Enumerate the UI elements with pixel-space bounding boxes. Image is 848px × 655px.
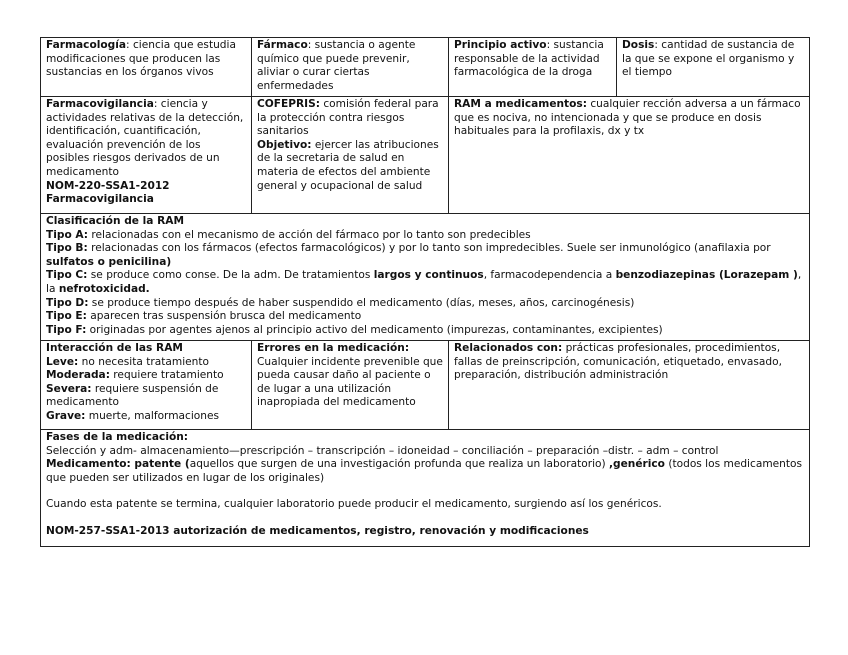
cell-errores-medicacion: [252, 341, 449, 430]
definition: : ciencia y actividades relativas de la detección, identificación, cuantificación, evaluación prevención de los posibles riesgos derivados de un medicamento: [46, 98, 244, 178]
level-label: Moderada:: [46, 369, 110, 382]
medicamento-paragraph: [46, 458, 804, 485]
tipo-label: Tipo F:: [46, 323, 87, 336]
tipo-bold: largos y continuos: [373, 269, 484, 282]
nom-257: [46, 525, 804, 539]
spacer: [46, 512, 804, 525]
level-text: muerte, malformaciones: [85, 409, 220, 422]
cell-ram-medicamentos: [449, 97, 810, 214]
term: Fármaco: [257, 39, 308, 51]
tipo-bold: sulfatos o penicilina): [46, 255, 172, 268]
definition: comisión federal para la protección contra riesgos sanitarios: [257, 98, 439, 138]
cell-farmacovigilancia: [41, 97, 252, 214]
term: Farmacología: [46, 39, 127, 51]
definition: : sustancia responsable de la actividad farmacológica de la droga: [454, 39, 604, 79]
level-text: requiere tratamiento: [109, 369, 224, 382]
pharmacology-notes-table: [40, 37, 810, 547]
level-label: Leve:: [46, 355, 79, 368]
moderada: [46, 369, 246, 383]
cell-principio-activo: [449, 38, 617, 97]
definition: : ciencia que estudia modificaciones que producen las sustancias en los órganos vivos: [46, 39, 236, 79]
term: Principio activo: [454, 39, 547, 51]
term: Dosis: [622, 39, 655, 51]
tipo-label: Tipo C:: [46, 269, 88, 282]
level-text: requiere suspensión de medicamento: [46, 382, 219, 409]
tipo-d: [46, 297, 804, 311]
interaccion-title: [46, 342, 246, 356]
patente-text: aquellos que surgen de una investigación profunda que realiza un laboratorio): [189, 458, 610, 471]
term: COFEPRIS:: [257, 98, 320, 110]
tipo-text: originadas por agentes ajenos al principio activo del medicamento (impurezas, contaminantes, excipientes): [86, 323, 663, 336]
term: RAM a medicamentos:: [454, 98, 587, 110]
cell-farmaco: [252, 38, 449, 97]
tipo-text: se produce tiempo después de haber suspendido el medicamento (días, meses, años, carcinogénesis): [88, 296, 635, 309]
cell-fases-medicacion: [41, 430, 810, 547]
tipo-e: [46, 310, 804, 324]
definition: cualquier rección adversa a un fármaco que es nociva, no intencionada y que se produce en dosis habituales para la profilaxis, dx y tx: [454, 98, 801, 138]
clasificacion-row: [41, 214, 810, 341]
tipo-text: , farmacodependencia a: [483, 269, 616, 282]
tipo-b: [46, 242, 804, 269]
tipo-text: se produce como conse. De la adm. De tratamientos: [87, 269, 374, 282]
level-label: Grave:: [46, 409, 86, 422]
tipo-text: , la: [46, 269, 802, 295]
cell-cofepris: [252, 97, 449, 214]
errores-title: [257, 342, 443, 356]
tipo-label: Tipo A:: [46, 228, 89, 241]
definitions-row-1: [41, 38, 810, 97]
cell-farmacologia: [41, 38, 252, 97]
level-text: no necesita tratamiento: [78, 355, 210, 368]
fases-row: [41, 430, 810, 547]
title-text: Fases de la medicación:: [46, 431, 189, 443]
level-label: Severa:: [46, 382, 92, 395]
fases-line: Selección y adm- almacenamiento—prescripción – transcripción – idoneidad – conciliación – preparación –distr. – adm – control: [46, 444, 719, 457]
interaccion-row: [41, 341, 810, 430]
tipo-label: Tipo D:: [46, 296, 89, 309]
title-text: Clasificación de la RAM: [46, 215, 185, 227]
title-text: Interacción de las RAM: [46, 342, 183, 354]
tipo-text: relacionadas con el mecanismo de acción del fármaco por lo tanto son predecibles: [88, 228, 531, 241]
cell-interaccion-ram: [41, 341, 252, 430]
cell-relacionados: [449, 341, 810, 430]
fases-title: [46, 431, 804, 445]
grave: [46, 410, 246, 424]
tipo-text: relacionadas con los fármacos (efectos farmacológicos) y por lo tanto son impredecibles. Suele ser inmunológico (anafilaxia por: [87, 242, 771, 255]
cell-clasificacion-ram: [41, 214, 810, 341]
relacionados-label: Relacionados con:: [454, 342, 563, 354]
tipo-c: [46, 269, 804, 296]
definition: : sustancia o agente químico que puede prevenir, aliviar o curar ciertas enfermedades: [257, 39, 416, 92]
nom-text: NOM-257-SSA1-2013 autorización de medicamentos, registro, renovación y modificaciones: [46, 524, 589, 537]
title-text: Errores en la medicación:: [257, 342, 410, 354]
tipo-f: [46, 324, 804, 338]
clasificacion-title: [46, 215, 804, 229]
cell-dosis: [617, 38, 810, 97]
severa: [46, 383, 246, 410]
tipo-label: Tipo E:: [46, 310, 87, 323]
relacionados-text: prácticas profesionales, procedimientos, fallas de preinscripción, comunicación, etiquetado, envasado, preparación, distribución administración: [454, 342, 782, 382]
tipo-text: aparecen tras suspensión brusca del medicamento: [86, 310, 362, 323]
nom-220: NOM-220-SSA1-2012 Farmacovigilancia: [46, 179, 170, 206]
objetivo-definition: ejercer las atribuciones de la secretaria de salud en materia de efectos del ambiente general y ocupacional de salud: [257, 138, 439, 192]
objetivo-term: Objetivo:: [257, 138, 312, 151]
definition: : cantidad de sustancia de la que se expone el organismo y el tiempo: [622, 39, 795, 79]
medicamento-label: Medicamento: patente (: [46, 458, 190, 471]
definitions-row-2: [41, 97, 810, 214]
tipo-bold: nefrotoxicidad.: [58, 282, 150, 295]
generico-text: (todos los medicamentos que pueden ser utilizados en lugar de los originales): [46, 458, 803, 484]
tipo-bold: benzodiazepinas (Lorazepam ): [615, 269, 798, 282]
errores-text: Cualquier incidente prevenible que pueda causar daño al paciente o de lugar a una utilización inapropiada del medicamento: [257, 355, 443, 409]
tipo-label: Tipo B:: [46, 242, 88, 255]
term: Farmacovigilancia: [46, 98, 154, 110]
cuando-paragraph: Cuando esta patente se termina, cualquier laboratorio puede producir el medicamento, surgiendo así los genéricos.: [46, 498, 662, 511]
generico-label: ,genérico: [609, 458, 665, 471]
leve: [46, 356, 246, 370]
tipo-a: [46, 229, 804, 243]
spacer: [46, 485, 804, 498]
